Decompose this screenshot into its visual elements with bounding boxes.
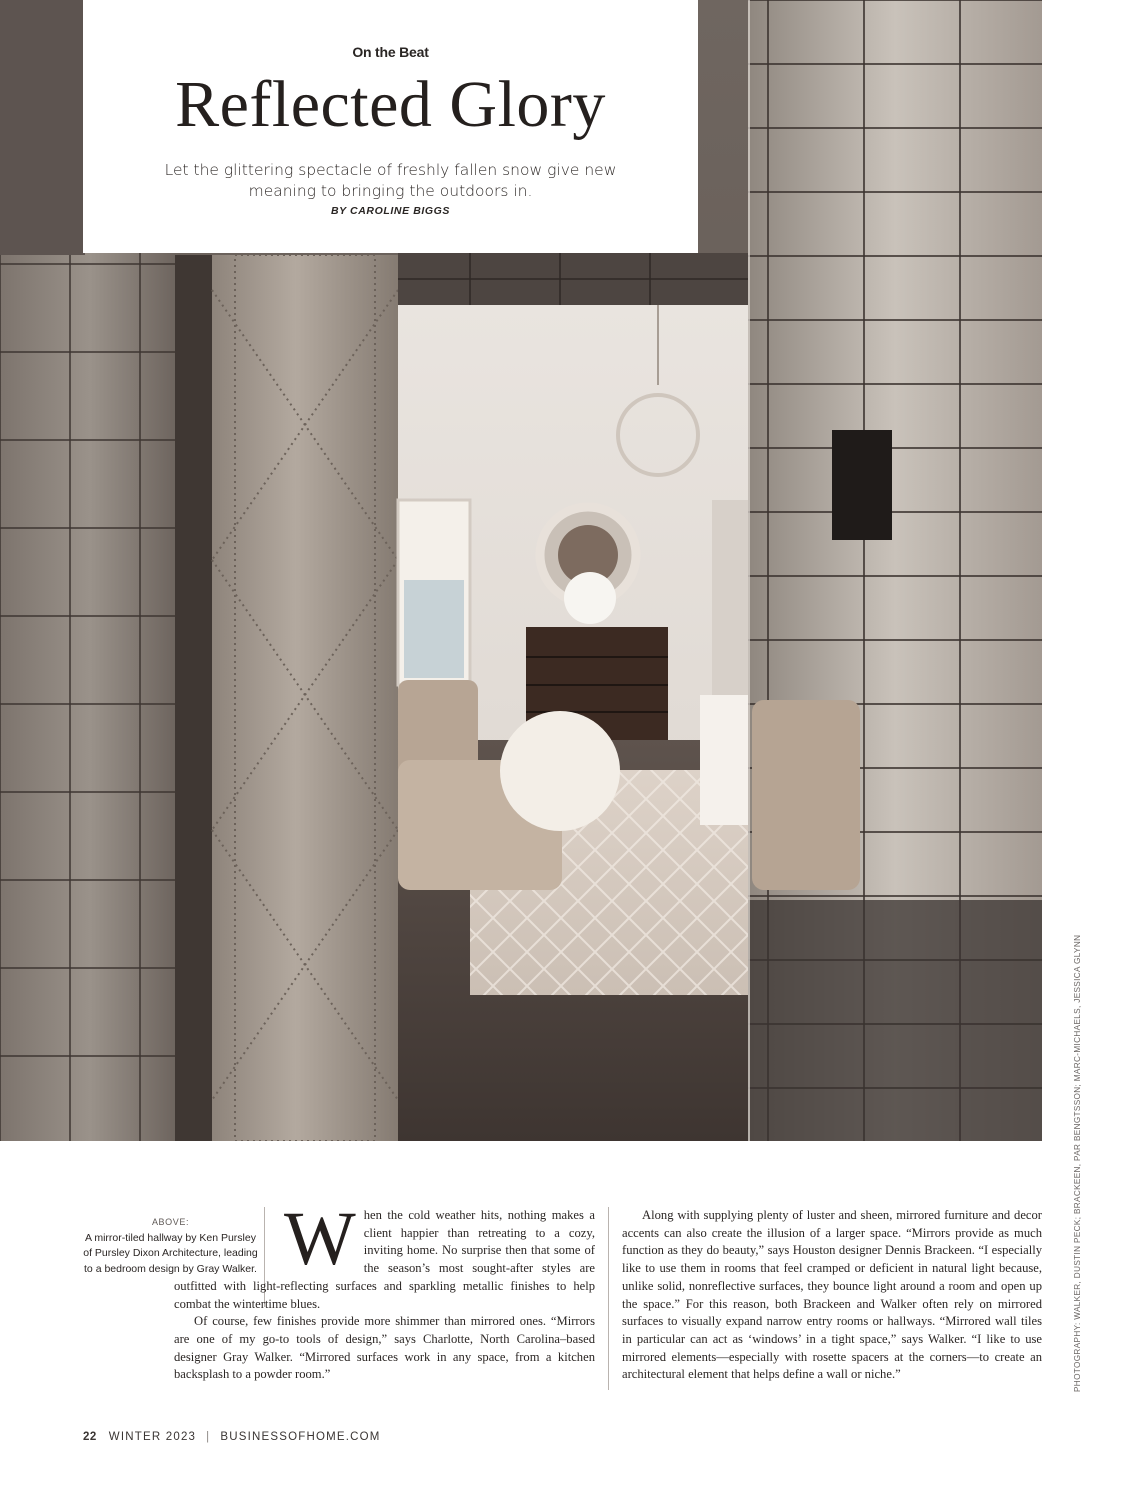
footer-separator: |	[206, 1431, 211, 1443]
article-byline: BY CAROLINE BIGGS	[330, 205, 451, 217]
caption-kicker: ABOVE:	[151, 1217, 190, 1227]
article-dek: Let the glittering spectacle of freshly fallen snow give new meaning to bringing the outdoors in.	[164, 161, 617, 200]
paragraph-text: hen the cold weather hits, nothing makes a client happier than retreating to a cozy, inviting home. No surprise then that some of the season’s most sought-after styles are outfitted with light-reflecting surfaces and sparkling metallic finishes to help combat the wintertime blues.	[174, 1208, 595, 1311]
body-column-2	[622, 1207, 1042, 1384]
body-paragraph: Along with supplying plenty of luster and sheen, mirrored furniture and decor accents can also create the illusion of a larger space. “Mirrors provide as much function as they do beauty,” says Houston designer Dennis Brackeen. “I especially like to use them in rooms that feel cramped or deficient in natural light because, unlike solid, nonreflective surfaces, they bounce light around a room and open up the space.” For this reason, both Brackeen and Walker often rely on mirrored surfaces to visually expand narrow entry rooms or hallways. “Mirrored wall tiles in particular can act as ‘windows’ in a tight space,” says Walker. “I like to use mirrored elements—especially with rosette spacers at the corners—to create an architectural element that helps define a wall or niche.”	[622, 1208, 1042, 1382]
site-label: BUSINESSOFHOME.COM	[220, 1431, 381, 1443]
body-paragraph	[174, 1197, 595, 1313]
drop-cap: W	[284, 1197, 356, 1281]
title-card	[83, 0, 698, 253]
column-divider	[608, 1207, 609, 1390]
photo-credit: PHOTOGRAPHY: WALKER, DUSTIN PECK; BRACKEEN, PAR BENGTSSON; MARC-MICHAELS, JESSICA GLYNN	[1073, 934, 1082, 1392]
caption-text: A mirror-tiled hallway by Ken Pursley of Pursley Dixon Architecture, leading to a bedroom design by Gray Walker.	[83, 1231, 258, 1275]
body-paragraph: Of course, few finishes provide more shimmer than mirrored ones. “Mirrors are one of my go-to tools of design,” says Charlotte, North Carolina–based designer Gray Walker. “Mirrored surfaces work in any space, from a kitchen backsplash to a powder room.”	[174, 1314, 595, 1382]
article-headline: Reflected Glory	[175, 68, 606, 141]
page-number: 22	[83, 1431, 97, 1443]
section-kicker: On the Beat	[352, 44, 429, 60]
issue-label: WINTER 2023	[108, 1431, 197, 1443]
page-footer	[83, 1431, 381, 1443]
body-column-1	[174, 1197, 595, 1384]
